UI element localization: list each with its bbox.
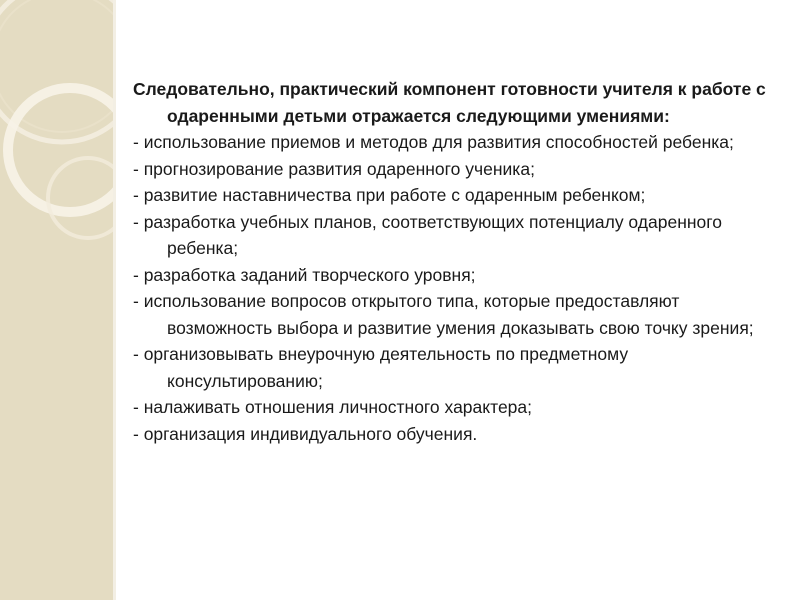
- list-item: - разработка учебных планов, соответствующих потенциалу одаренного ребенка;: [133, 211, 722, 258]
- slide-content: [133, 76, 773, 447]
- list-item: - прогнозирование развития одаренного ученика;: [133, 158, 535, 179]
- list-item: - организовывать внеурочную деятельность по предметному консультированию;: [133, 344, 629, 391]
- list-item: - использование вопросов открытого типа, которые предоставляют возможность выбора и развитие умения доказывать свою точку зрения;: [133, 291, 754, 338]
- panel-edge-divider: [113, 0, 116, 600]
- decorative-rings-icon: [0, 0, 113, 600]
- decorative-side-panel: [0, 0, 113, 600]
- list-item: - использование приемов и методов для развития способностей ребенка;: [133, 132, 734, 152]
- list-item: - разработка заданий творческого уровня;: [133, 264, 476, 285]
- list-item: - развитие наставничества при работе с одаренным ребенком;: [133, 185, 646, 205]
- slide-heading: Следовательно, практический компонент готовности учителя к работе с одаренными детьми отражается следующими умениями:: [133, 79, 766, 126]
- list-item: - организация индивидуального обучения.: [133, 423, 478, 444]
- list-item: - налаживать отношения личностного характера;: [133, 397, 533, 417]
